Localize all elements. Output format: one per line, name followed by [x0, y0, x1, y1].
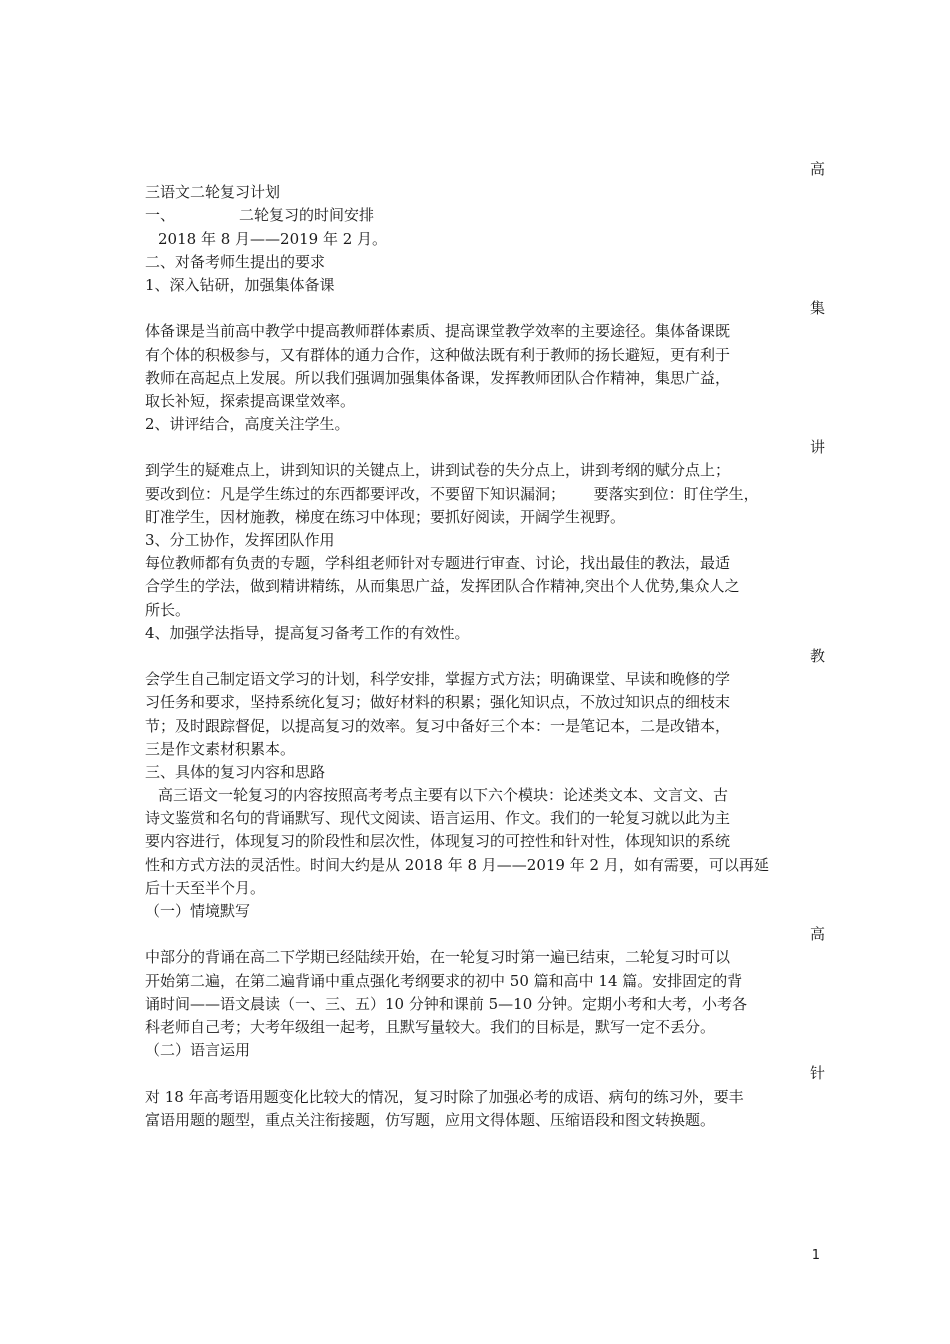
text-line: 讲 — [809, 438, 825, 457]
subsection-heading: 4、加强学法指导，提高复习备考工作的有效性。 — [145, 623, 470, 642]
text-line: 要内容进行，体现复习的阶段性和层次性，体现复习的可控性和针对性，体现知识的系统 — [145, 832, 731, 851]
subsection-heading: （一）情境默写 — [145, 902, 251, 920]
text-line: 节；及时跟踪督促，以提高复习的效率。复习中备好三个本：一是笔记本，二是改错本， — [145, 716, 731, 735]
text-line: 2018 年 8 月——2019 年 2 月。 — [158, 229, 388, 248]
text-line: 要改到位：凡是学生练过的东西都要评改，不要留下知识漏洞； 要落实到位：盯住学生， — [145, 484, 759, 503]
text-line: 取长补短，探索提高课堂效率。 — [145, 391, 356, 410]
text-line: 所长。 — [145, 600, 191, 619]
section-heading — [145, 204, 825, 227]
text-line: 到学生的疑难点上，讲到知识的关键点上，讲到试卷的失分点上，讲到考纲的赋分点上； — [145, 461, 731, 480]
text-line: 富语用题的题型，重点关注衔接题，仿写题，应用文得体题、压缩语段和图文转换题。 — [145, 1110, 716, 1129]
text-line: 集 — [809, 299, 825, 318]
text-line: 诗文鉴赏和名句的背诵默写、现代文阅读、语言运用、作文。我们的一轮复习就以此为主 — [145, 809, 731, 828]
page-number: 1 — [811, 1248, 820, 1263]
text-line: 合学生的学法，做到精讲精练，从而集思广益，发挥团队合作精神,突出个人优势,集众人之 — [145, 577, 740, 596]
document-body — [145, 158, 825, 1132]
text-line: 三是作文素材积累本。 — [145, 739, 296, 758]
text-line: 每位教师都有负责的专题，学科组老师针对专题进行审查、讨论，找出最佳的教法，最适 — [145, 554, 731, 573]
text-line: 后十天至半个月。 — [145, 878, 266, 897]
subsection-heading: 1、深入钻研，加强集体备课 — [145, 275, 335, 294]
text-line: 性和方式方法的灵活性。时间大约是从 2018 年 8 月——2019 年 2 月，如有需要，可以再延 — [145, 855, 769, 874]
section-title: 二轮复习的时间安排 — [239, 206, 375, 225]
subsection-heading: 2、讲评结合，高度关注学生。 — [145, 415, 350, 434]
text-line: 体备课是当前高中教学中提高教师群体素质、提高课堂教学效率的主要途径。集体备课既 — [145, 322, 731, 341]
text-line: 教师在高起点上发展。所以我们强调加强集体备课，发挥教师团队合作精神，集思广益， — [145, 368, 731, 387]
text-line: 教 — [809, 646, 825, 665]
text-line: 诵时间——语文晨读（一、三、五）10 分钟和课前 5—10 分钟。定期小考和大考，小考各 — [145, 994, 748, 1013]
text-line: 会学生自己制定语文学习的计划，科学安排，掌握方式方法；明确课堂、早读和晚修的学 — [145, 670, 731, 689]
section-heading: 二、对备考师生提出的要求 — [145, 252, 326, 271]
text-line: 高 — [809, 160, 825, 178]
text-line: 针 — [809, 1064, 825, 1083]
text-line: 盯准学生，因材施教，梯度在练习中体现；要抓好阅读，开阔学生视野。 — [145, 507, 626, 526]
text-line: 习任务和要求，坚持系统化复习；做好材料的积累；强化知识点，不放过知识点的细枝末 — [145, 693, 731, 712]
text-line: 高三语文一轮复习的内容按照高考考点主要有以下六个模块：论述类文本、文言文、古 — [158, 786, 729, 805]
text-line: 对 18 年高考语用题变化比较大的情况，复习时除了加强必考的成语、病句的练习外，要丰 — [145, 1087, 744, 1106]
text-line: 开始第二遍，在第二遍背诵中重点强化考纲要求的初中 50 篇和高中 14 篇。安排固定的背 — [145, 971, 743, 990]
text-line: 科老师自己考；大考年级组一起考，且默写量较大。我们的目标是，默写一定不丢分。 — [145, 1017, 716, 1036]
subsection-heading: （二）语言运用 — [145, 1041, 251, 1060]
text-line: 有个体的积极参与，又有群体的通力合作，这种做法既有利于教师的扬长避短，更有利于 — [145, 345, 731, 364]
document-title: 三语文二轮复习计划 — [145, 183, 281, 202]
section-number: 一、 — [145, 206, 176, 225]
subsection-heading: 3、分工协作，发挥团队作用 — [145, 531, 335, 549]
section-heading: 三、具体的复习内容和思路 — [145, 762, 326, 781]
text-line: 中部分的背诵在高二下学期已经陆续开始，在一轮复习时第一遍已结束，二轮复习时可以 — [145, 948, 731, 967]
text-line: 高 — [809, 925, 825, 944]
